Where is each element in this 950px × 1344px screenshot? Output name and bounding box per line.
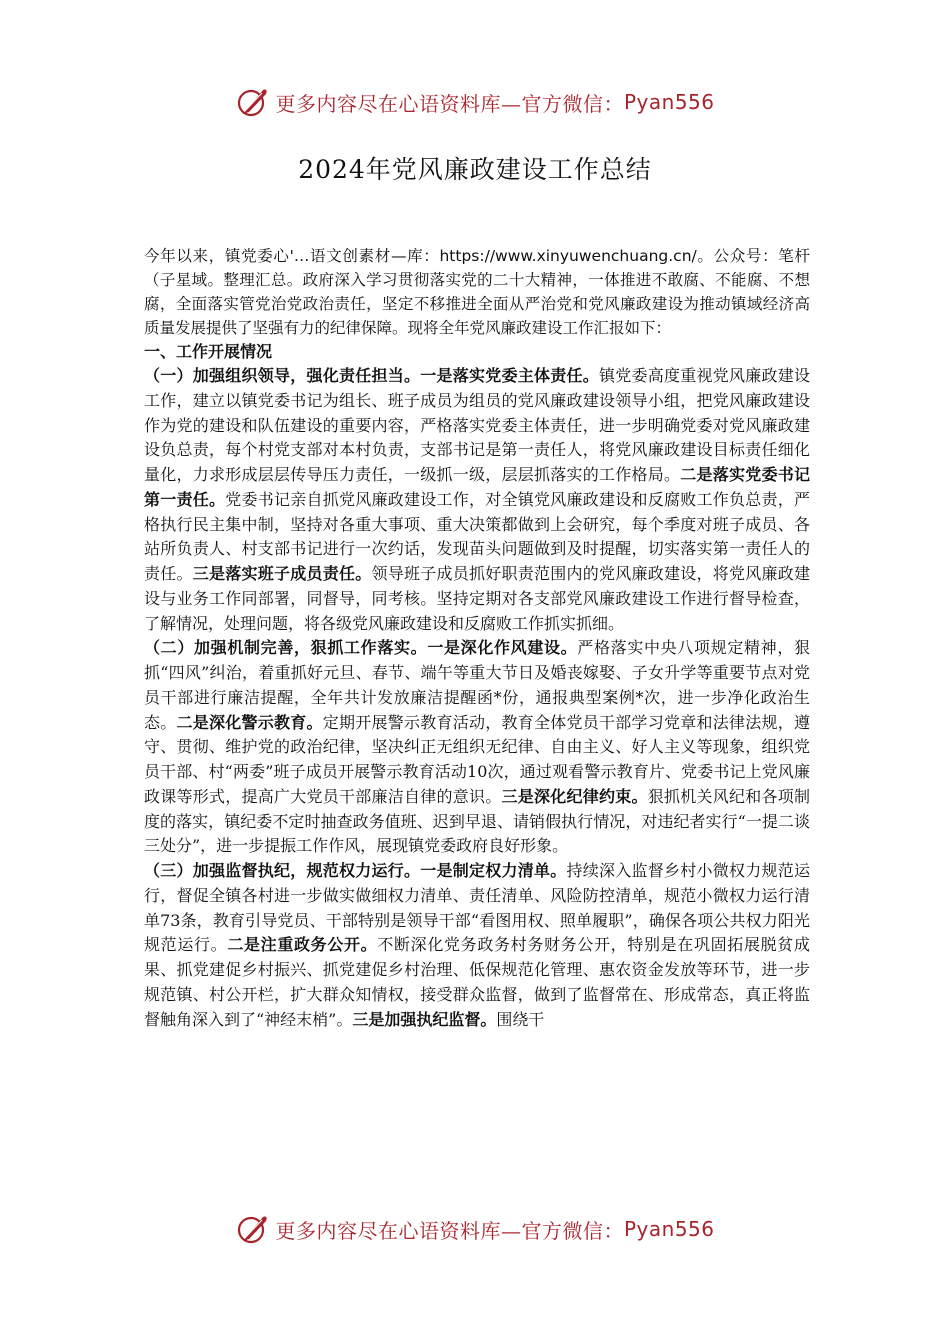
- feather-pen-icon: [235, 84, 271, 120]
- intro-paragraph: 今年以来，镇党委心'…语文创素材—库：https://www.xinyuwenchuang.cn/。公众号：笔杆（子星域。整理汇总。政府深入学习贯彻落实党的二十大精神，一体推进不敢腐、不能腐、不想腐，全面落实管党治党政治责任，坚定不移推进全面从严治党和党风廉政建设为推动镇域经济高质量发展提供了坚强有力的纪律保障。现将全年党风廉政建设工作汇报如下：: [144, 247, 810, 337]
- page-title: 2024年党风廉政建设工作总结: [298, 155, 652, 184]
- header-banner: [0, 80, 950, 124]
- point-text: 严格落实中央八项规定精神，狠抓“四风”纠治，着重抓好元旦、春节、端午等重大节日及婚丧嫁娶、子女升学等重要节点对党员干部进行廉洁提醒，全年共计发放廉洁提醒函*份，通报典型案例*次，进一步净化政治生态。: [144, 638, 810, 732]
- point-text: 狠抓机关风纪和各项制度的落实，镇纪委不定时抽查政务值班、迟到早退、请销假执行情况，对违纪者实行“一提二谈三处分”，进一步提振工作作风，展现镇党委政府良好形象。: [144, 786, 810, 856]
- point-heading: 二是注重政务公开。: [227, 935, 378, 955]
- subsection-heading: （二）加强机制完善，狠抓工作落实。: [144, 638, 428, 658]
- footer-banner: [0, 1207, 950, 1251]
- point-text: 定期开展警示教育活动，教育全体党员干部学习党章和法律法规，遵守、贯彻、维护党的政治纪律，坚决纠正无组织无纪律、自由主义、好人主义等现象，组织党员干部、村“两委”班子成员开展警示教育活动10次，通过观看警示教育片、党委书记上党风廉政课等形式，提高广大党员干部廉洁自律的意识。: [144, 712, 810, 806]
- point-text: 领导班子成员抓好职责范围内的党风廉政建设，将党风廉政建设与业务工作同部署，同督导，同考核。坚持定期对各支部党风廉政建设工作进行督导检查，了解情况，处理问题，将各级党风廉政建设和反腐败工作抓实抓细。: [144, 564, 810, 633]
- point-heading: 二是深化警示教育。: [176, 712, 323, 732]
- point-heading: 三是加强执纪监督。: [352, 1009, 497, 1029]
- banner-text: 更多内容尽在心语资料库—官方微信：: [275, 91, 624, 116]
- paragraph-2: [144, 636, 810, 859]
- section-heading: 一、工作开展情况: [144, 342, 273, 361]
- point-heading: 二是落实党委书记第一责任。: [144, 465, 810, 509]
- point-heading: 三是深化纪律约束。: [501, 786, 648, 806]
- paragraph-3: [144, 859, 810, 1032]
- point-heading: 一是落实党委主体责任。: [420, 366, 599, 385]
- point-heading: 一是深化作风建设。: [427, 638, 578, 658]
- document-body: [144, 244, 810, 1032]
- banner-text: 更多内容尽在心语资料库—官方微信：: [275, 1218, 624, 1243]
- point-text: 镇党委高度重视党风廉政建设工作，建立以镇党委书记为组长、班子成员为组员的党风廉政建设领导小组，把党风廉政建设作为党的建设和队伍建设的重要内容，严格落实党委主体责任，进一步明确党委对党风廉政建设负总责，每个村党支部对本村负责，支部书记是第一责任人，将党风廉政建设目标责任细化量化，力求形成层层传导压力责任，一级抓一级，层层抓落实的工作格局。: [144, 366, 810, 484]
- subsection-heading: （一）加强组织领导，强化责任担当。: [144, 366, 421, 385]
- point-text: 围绕干: [496, 1009, 545, 1029]
- feather-pen-icon: [235, 1211, 271, 1247]
- point-text: 不断深化党务政务村务财务公开，特别是在巩固拓展脱贫成果、抓党建促乡村振兴、抓党建促乡村治理、低保规范化管理、惠农资金发放等环节，进一步规范镇、村公开栏，扩大群众知情权，接受群众监督，做到了监督常在、形成常态，真正将监督触角深入到了“神经末梢”。: [144, 935, 810, 1029]
- point-text: 持续深入监督乡村小微权力规范运行，督促全镇各村进一步做实做细权力清单、责任清单、风险防控清单，规范小微权力运行清单73条，教育引导党员、干部特别是领导干部“看图用权、照单履职”，确保各项公共权力阳光规范运行。: [144, 861, 810, 955]
- banner-contact: Pyan556: [623, 90, 715, 114]
- subsection-heading: （三）加强监督执纪，规范权力运行。: [144, 861, 421, 880]
- banner-contact: Pyan556: [623, 1217, 715, 1241]
- point-heading: 一是制定权力清单。: [420, 861, 567, 880]
- paragraph-1: [144, 364, 810, 636]
- point-heading: 三是落实班子成员责任。: [192, 564, 372, 583]
- point-text: 党委书记亲自抓党风廉政建设工作，对全镇党风廉政建设和反腐败工作负总责，严格执行民主集中制，坚持对各重大事项、重大决策都做到上会研究，每个季度对班子成员、各站所负责人、村支部书记进行一次约话，发现苗头问题做到及时提醒，切实落实第一责任人的责任。: [144, 489, 810, 583]
